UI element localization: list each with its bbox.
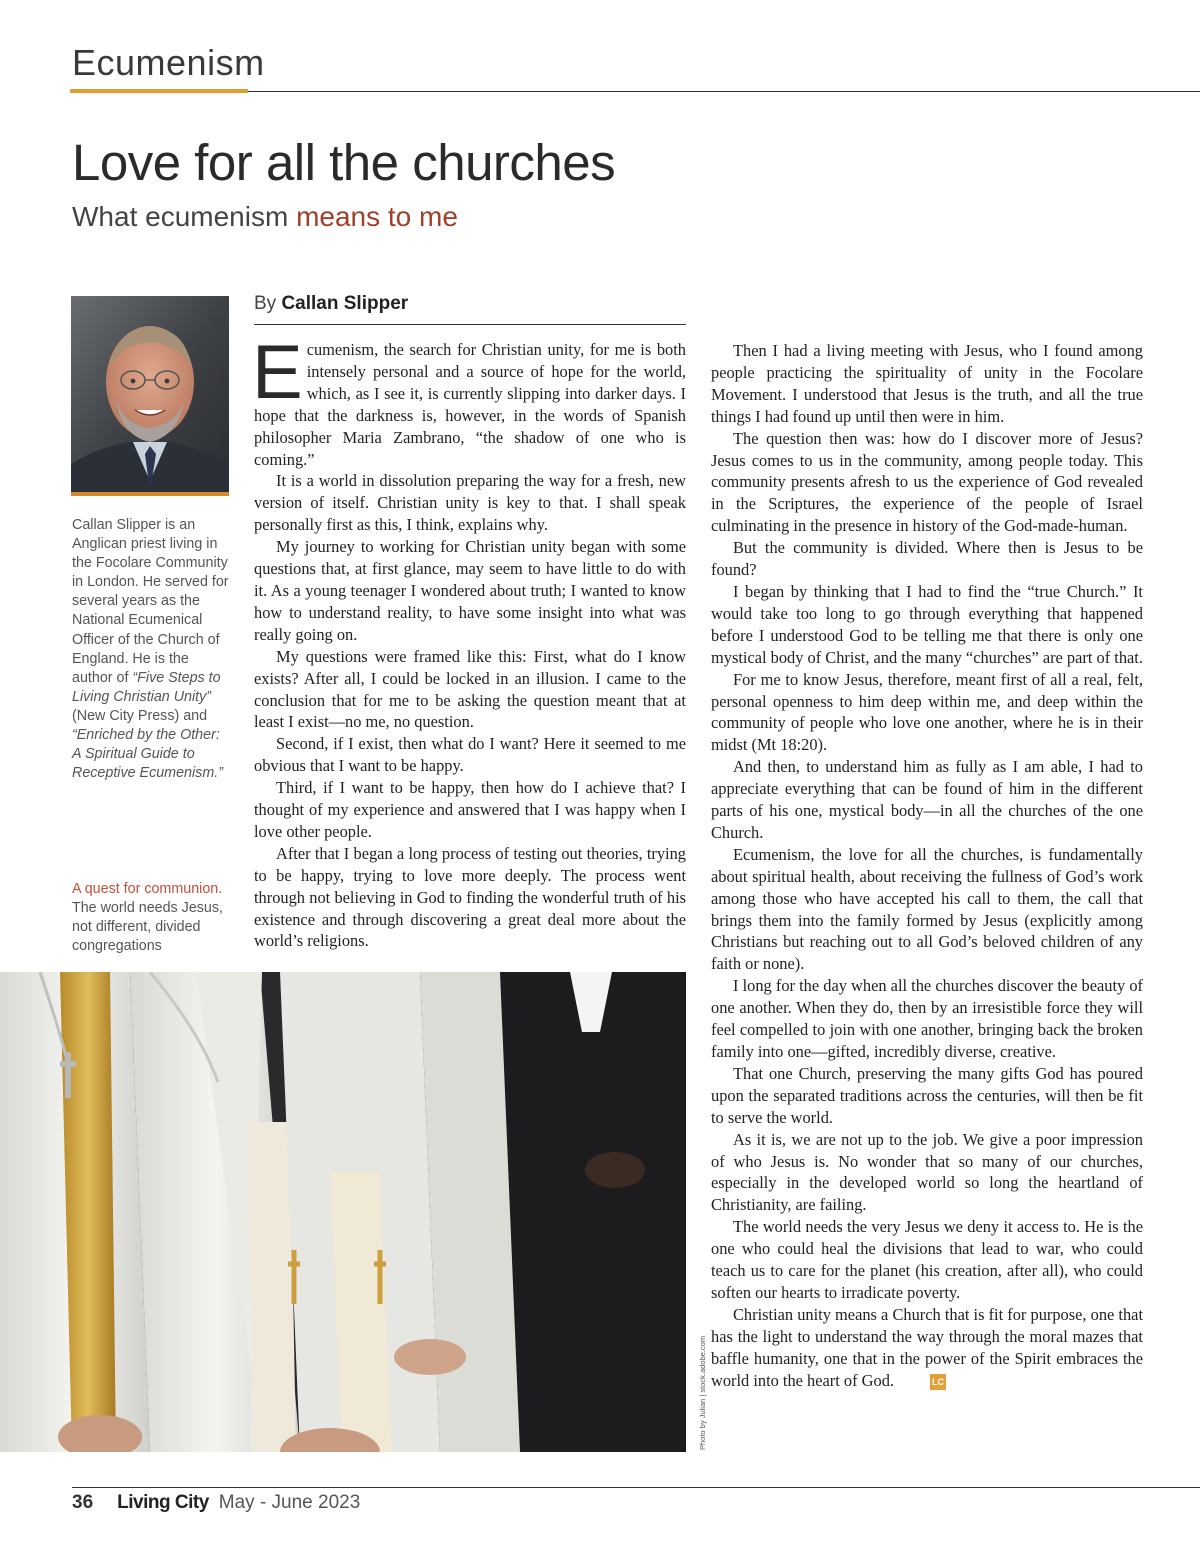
caption-text: The world needs Jesus, not different, divided congregations <box>72 900 223 955</box>
body-paragraph: Third, if I want to be happy, then how do I achieve that? I thought of my experience and answered that I was happy when I love other people. <box>254 778 686 841</box>
body-paragraph: I began by thinking that I had to find the “true Church.” It would take too long to go through everything that happened before I understood God to be telling me that there is only one mystical body of Christ, and the many “churches” are part of that. <box>711 581 1143 667</box>
subhead-text: What ecumenism <box>72 201 297 232</box>
body-paragraph: And then, to understand him as fully as I am able, I had to appreciate everything that can be found of him in the different parts of his one, mystical body—in all the churches of the one Church. <box>711 757 1143 842</box>
byline-divider <box>254 324 686 325</box>
body-paragraph: My questions were framed like this: First, what do I know exists? After all, I could be locked in an illusion. I came to the conclusion that for me to be asking the question meant that at least I exist—no me, no question. <box>254 646 686 732</box>
body-paragraph: It is a world in dissolution preparing the way for a fresh, new version of itself. Christian unity is key to that. I shall speak personally first as this, I think, explains why. <box>254 471 686 535</box>
body-paragraph: My journey to working for Christian unity began with some questions that, at first glance, may seem to have little to do with it. As a young teenager I wondered about truth; I wanted to know how to understand reality, to have some insight into what was really going on. <box>254 537 686 644</box>
byline <box>254 293 408 315</box>
bio-text: Callan Slipper is an Anglican priest living in the Focolare Community in London. He served for several years as the National Ecumenical Officer of the Church of England. He is the author of <box>72 517 229 686</box>
footer-divider <box>72 1487 1200 1488</box>
body-paragraph <box>252 330 686 470</box>
bio-book-title: “Five Steps to Living Christian Unity” <box>72 669 221 705</box>
bio-book-title: “Enriched by the Other: A Spiritual Guide to Receptive Ecumenism.” <box>72 727 223 782</box>
body-paragraph: That one Church, preserving the many gifts God has poured upon the separated traditions across the centuries, will then be fit to serve the world. <box>711 1063 1143 1127</box>
clergy-photo-image <box>0 972 686 1452</box>
photo-credit <box>688 1332 707 1450</box>
body-paragraph: The world needs the very Jesus we deny it access to. He is the one who could heal the divisions that lead to war, who could teach us to care for the planet (his creation, after all), who could soften our hearts to irradicate poverty. <box>711 1217 1143 1302</box>
article-headline: Love for all the churches <box>72 134 616 191</box>
magazine-name: Living City <box>117 1492 209 1513</box>
drop-cap: E <box>252 330 303 415</box>
article-column-2 <box>711 340 1143 1392</box>
page-footer <box>72 1492 360 1514</box>
photo-caption <box>72 880 232 956</box>
section-label: Ecumenism <box>72 42 265 83</box>
paragraph-text: Christian unity means a Church that is fit for purpose, one that has the light to understand the way through the moral mazes that baffle humanity, one that in the power of the Spirit embraces the world into the heart of God. <box>711 1304 1143 1390</box>
photo-credit-text: Photo by Julian | stock.adobe.com <box>698 1335 707 1450</box>
paragraph-text: cumenism, the search for Christian unity, for me is both intensely personal and a source of hope for the world, which, as I see it, is currently slipping into darker days. I hope that the darkness is, however, in the words of Spanish philosopher Maria Zambrano, “the shadow of one who is coming.” <box>254 340 686 469</box>
section-accent-bar <box>70 89 248 93</box>
body-paragraph: After that I began a long process of testing out theories, trying to be happy, trying to love more deeply. The process went through not believing in God to finding the wonderful truth of his existence and through discovering a great deal more about the world’s religions. <box>254 843 686 951</box>
bio-text: (New City Press) and <box>72 707 208 724</box>
caption-lead: A quest for communion. <box>72 881 223 897</box>
body-paragraph: The question then was: how do I discover more of Jesus? Jesus comes to us in the community, among people today. This community presents afresh to us the experience of God revealed in the Scriptures, the experience of the people of Israel culminating in the presence in history of the God-made-human. <box>711 428 1143 536</box>
byline-prefix: By <box>254 293 282 314</box>
subhead-accent: means to me <box>296 201 458 232</box>
body-paragraph: I long for the day when all the churches discover the beauty of one another. When they do, then by an irresistible force they will feel compelled to join with one another, bringing back the broken family into one—gifted, incredibly diverse, creative. <box>711 976 1143 1061</box>
author-name: Callan Slipper <box>281 293 409 314</box>
issue-date: May - June 2023 <box>218 1492 361 1513</box>
author-portrait <box>71 296 229 492</box>
author-portrait-image <box>71 296 229 492</box>
body-paragraph: Second, if I exist, then what do I want? Here it seemed to me obvious that I want to be happy. <box>254 734 686 776</box>
body-paragraph <box>711 1304 1143 1392</box>
body-paragraph: Ecumenism, the love for all the churches, is fundamentally about spiritual health, about receiving the fullness of God’s work among those who have accepted his call to them, the call that brings them into the family formed by Jesus (explicitly among Christians but reaching out to all God’s beloved children of any faith or none). <box>711 844 1143 974</box>
portrait-accent-bar <box>71 492 229 496</box>
body-paragraph: But the community is divided. Where then is Jesus to be found? <box>711 538 1143 580</box>
article-subhead <box>72 201 458 233</box>
page-number: 36 <box>72 1492 94 1513</box>
clergy-photo <box>0 972 686 1452</box>
end-mark-icon: LC <box>930 1374 946 1390</box>
body-paragraph: Then I had a living meeting with Jesus, who I found among people practicing the spirituality of unity in the Focolare Movement. I understood that Jesus is the truth, and all the true things I had found up until then were in him. <box>711 341 1143 426</box>
body-paragraph: As it is, we are not up to the job. We give a poor impression of who Jesus is. No wonder that so many of our churches, especially in the developed world so long the heartland of Christianity, are failing. <box>711 1129 1143 1215</box>
body-paragraph: For me to know Jesus, therefore, meant first of all a real, felt, personal openness to him deep within me, and deep within the community of people who love one another, where he is in their midst (Mt 18:20). <box>711 669 1143 755</box>
article-column-1 <box>252 330 686 952</box>
author-bio <box>72 516 232 783</box>
